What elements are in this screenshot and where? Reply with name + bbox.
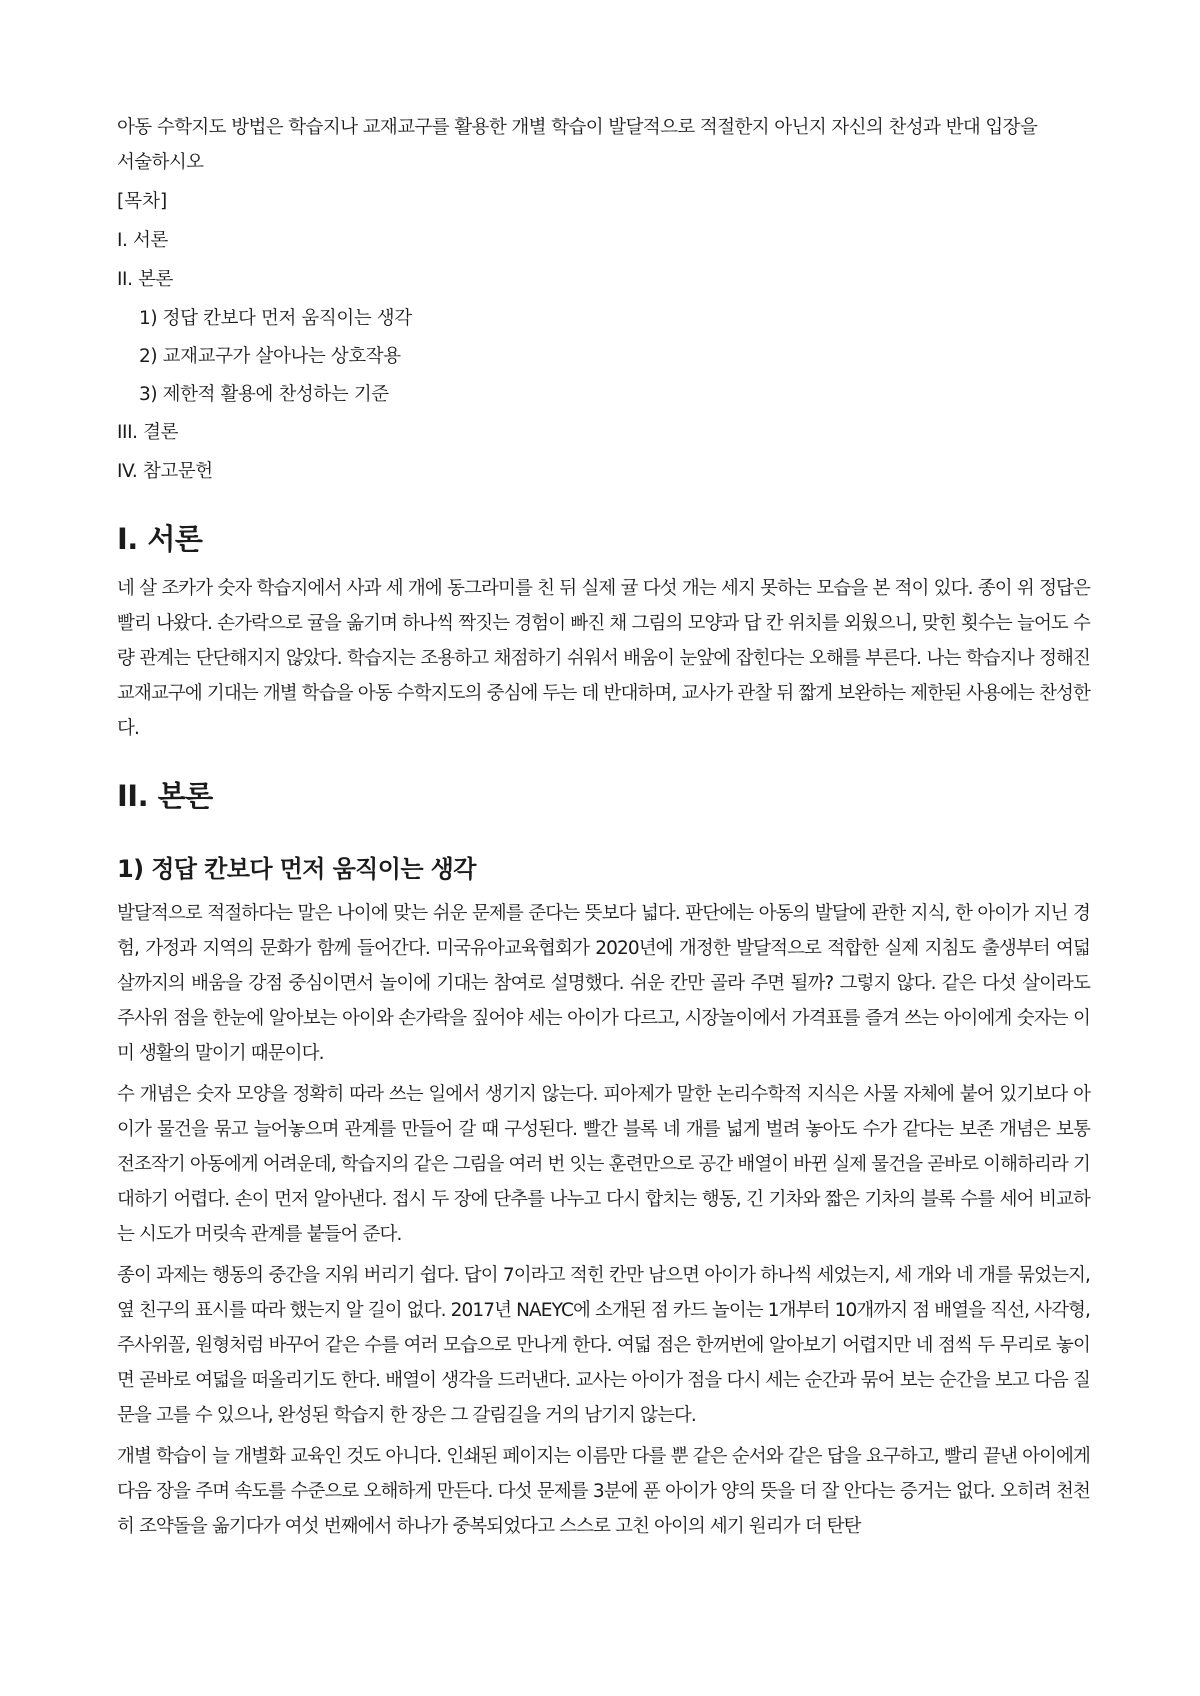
toc-item-intro: I. 서론 (117, 230, 168, 251)
section-heading-body: II. 본론 (117, 779, 213, 813)
section-heading-intro: I. 서론 (117, 522, 203, 556)
toc-item-body-3: 3) 제한적 활용에 찬성하는 기준 (139, 384, 389, 405)
document-page (117, 110, 1090, 1550)
table-of-contents (117, 227, 1090, 486)
body-paragraph: 종이 과제는 행동의 중간을 지워 버리기 쉽다. 답이 7이라고 적힌 칸만 남으면 아이가 하나씩 세었는지, 세 개와 네 개를 묶었는지, 옆 친구의 표시를 따라 했는지 알 길이 없다. 2017년 NAEYC에 소개된 점 카드 놀이는 1개부터 10개까지 점 배열을 직선, 사각형, 주사위꼴, 원형처럼 바꾸어 같은 수를 여러 모습으로 만나게 한다. 여덟 점은 한꺼번에 알아보기 어렵지만 네 점씩 두 무리로 놓이면 곧바로 여덟을 떠올리기도 한다. 배열이 생각을 드러낸다. 교사는 아이가 점을 다시 세는 순간과 묶어 보는 순간을 보고 다음 질문을 고를 수 있으나, 완성된 학습지 한 장은 그 갈림길을 거의 남기지 않는다. (117, 1265, 1090, 1426)
toc-item-references: IV. 참고문헌 (117, 461, 213, 482)
toc-item-body-1: 1) 정답 칸보다 먼저 움직이는 생각 (139, 308, 412, 329)
body-paragraph: 발달적으로 적절하다는 말은 나이에 맞는 쉬운 문제를 준다는 뜻보다 넓다. 판단에는 아동의 발달에 관한 지식, 한 아이가 지닌 경험, 가정과 지역의 문화가 함께 들어간다. 미국유아교육협회가 2020년에 개정한 발달적으로 적합한 실제 지침도 출생부터 여덟 살까지의 배움을 강점 중심이면서 놀이에 기대는 참여로 설명했다. 쉬운 칸만 골라 주면 될까? 그렇지 않다. 같은 다섯 살이라도 주사위 점을 한눈에 알아보는 아이와 손가락을 짚어야 세는 아이가 다르고, 시장놀이에서 가격표를 즐겨 쓰는 아이에게 숫자는 이미 생활의 말이기 때문이다. (117, 903, 1090, 1064)
toc-item-body: II. 본론 (117, 269, 174, 290)
assignment-title: 아동 수학지도 방법은 학습지나 교재교구를 활용한 개별 학습이 발달적으로 적절한지 아닌지 자신의 찬성과 반대 입장을 서술하시오 (117, 117, 1038, 173)
body-paragraph: 수 개념은 숫자 모양을 정확히 따라 쓰는 일에서 생기지 않는다. 피아제가 말한 논리수학적 지식은 사물 자체에 붙어 있기보다 아이가 물건을 묶고 늘어놓으며 관계를 만들어 갈 때 구성된다. 빨간 블록 네 개를 넓게 벌려 놓아도 수가 같다는 보존 개념은 보통 전조작기 아동에게 어려운데, 학습지의 같은 그림을 여러 번 잇는 훈련만으로 공간 배열이 바뀐 실제 물건을 곧바로 이해하리라 기대하기 어렵다. 손이 먼저 알아낸다. 접시 두 장에 단추를 나누고 다시 합치는 행동, 긴 기차와 짧은 기차의 블록 수를 세어 비교하는 시도가 머릿속 관계를 붙들어 준다. (117, 1084, 1090, 1245)
subsection-heading-1: 1) 정답 칸보다 먼저 움직이는 생각 (117, 855, 476, 883)
toc-item-conclusion: III. 결론 (117, 422, 179, 443)
intro-paragraph: 네 살 조카가 숫자 학습지에서 사과 세 개에 동그라미를 친 뒤 실제 귤 다섯 개는 세지 못하는 모습을 본 적이 있다. 종이 위 정답은 빨리 나왔다. 손가락으로 귤을 옮기며 하나씩 짝짓는 경험이 빠진 채 그림의 모양과 답 칸 위치를 외웠으니, 맞힌 횟수는 늘어도 수량 관계는 단단해지지 않았다. 학습지는 조용하고 채점하기 쉬워서 배움이 눈앞에 잡힌다는 오해를 부른다. 나는 학습지나 정해진 교재교구에 기대는 개별 학습을 아동 수학지도의 중심에 두는 데 반대하며, 교사가 관찰 뒤 짧게 보완하는 제한된 사용에는 찬성한다. (117, 578, 1090, 739)
toc-item-body-2: 2) 교재교구가 살아나는 상호작용 (139, 346, 401, 367)
body-paragraph: 개별 학습이 늘 개별화 교육인 것도 아니다. 인쇄된 페이지는 이름만 다를 뿐 같은 순서와 같은 답을 요구하고, 빨리 끝낸 아이에게 다음 장을 주며 속도를 수준으로 오해하게 만든다. 다섯 문제를 3분에 푼 아이가 양의 뜻을 더 잘 안다는 증거는 없다. 오히려 천천히 조약돌을 옮기다가 여섯 번째에서 하나가 중복되었다고 스스로 고친 아이의 세기 원리가 더 탄탄 (117, 1446, 1090, 1537)
toc-heading: [목차] (117, 191, 168, 212)
